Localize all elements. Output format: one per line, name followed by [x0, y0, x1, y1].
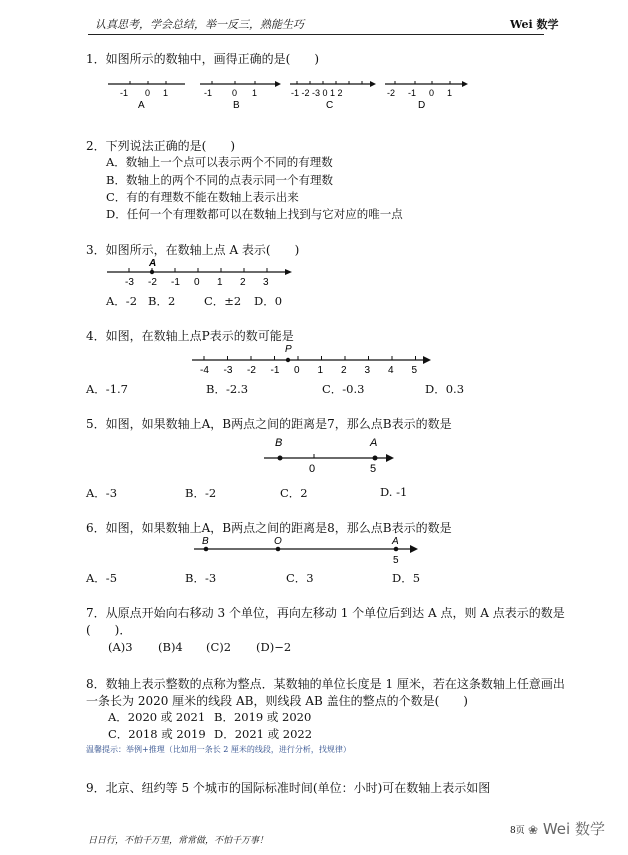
q6-option-d: D．5 [392, 571, 421, 585]
q3-tick-label: 2 [240, 277, 246, 288]
q3-tick-label: -3 [125, 277, 134, 288]
q5-zero-label: 0 [309, 463, 316, 475]
header-brand: Wei 数学 [510, 18, 559, 31]
q8-option-c: C．2018 或 2019 [108, 727, 206, 741]
q7-option-a: (A)3 [108, 640, 133, 654]
q1-b-tick-1: 0 [232, 88, 238, 98]
q1-a-label: A [138, 100, 145, 111]
q8-option-d: D．2021 或 2022 [214, 727, 313, 741]
q5-b-label: B [275, 437, 283, 449]
footer-watermark-text: Wei 数学 [542, 820, 605, 838]
q4-tick-label: 0 [294, 365, 300, 376]
q3-option-d: D．0 [254, 294, 283, 308]
header-motto: 认真思考，学会总结，举一反三，熟能生巧 [95, 18, 304, 31]
q5-option-a: A．-3 [86, 486, 118, 500]
q7-stem-line1: 7．从原点开始向右移动 3 个单位，再向左移动 1 个单位后到达 A 点，则 A 点表示的数是 [86, 606, 565, 620]
q6-option-c: C．3 [286, 571, 314, 585]
q6-point-b [204, 547, 209, 552]
q2-stem: 2．下列说法正确的是( ) [86, 139, 235, 153]
q1-b-tick-0: -1 [204, 88, 213, 98]
footer-watermark [528, 818, 605, 839]
q5-stem: 5．如图，如果数轴上A，B两点之间的距离是7，那么点B表示的数是 [86, 417, 452, 431]
q8-hint: 温馨提示：举例+推理（比如用一条长 2 厘米的线段，进行分析，找规律） [86, 745, 351, 754]
q7-option-c: (C)2 [206, 640, 232, 654]
q4-option-d: D．0.3 [425, 382, 465, 396]
q2-option-b: B．数轴上的两个不同的点表示同一个有理数 [106, 173, 333, 187]
q6-number-line [190, 533, 425, 571]
q4-option-b: B．-2.3 [206, 382, 249, 396]
q6-option-a: A．-5 [86, 571, 118, 585]
q1-axis-d [385, 81, 468, 111]
q6-five-label: 5 [393, 555, 399, 566]
q4-tick-label: 5 [411, 365, 418, 376]
q4-tick-label: 2 [341, 365, 347, 376]
q1-d-tick-3: 1 [447, 88, 453, 98]
q4-tick-label: 4 [388, 365, 394, 376]
q5-number-line [260, 432, 400, 478]
q1-d-tick-1: -1 [408, 88, 417, 98]
q6-o-label: O [274, 536, 282, 547]
q1-a-tick-0: -1 [120, 88, 129, 98]
q1-d-tick-0: -2 [387, 88, 396, 98]
q3-tick-label: -1 [171, 277, 180, 288]
q8-option-a: A．2020 或 2021 [108, 710, 206, 724]
q5-option-c: C．2 [280, 486, 308, 500]
q6-stem: 6．如图，如果数轴上A，B两点之间的距离是8，那么点B表示的数是 [86, 521, 452, 535]
q5-a-label: A [370, 437, 378, 449]
q4-point-p [286, 358, 290, 362]
q3-tick-label: -2 [148, 277, 157, 288]
q9-stem: 9．北京、纽约等 5 个城市的国际标准时间(单位：小时)可在数轴上表示如图 [86, 781, 491, 795]
q7-stem-line2: ( )． [86, 623, 132, 637]
q4-tick-label: 3 [364, 365, 371, 376]
q1-d-label: D [418, 100, 426, 111]
q4-stem: 4．如图，在数轴上点P表示的数可能是 [86, 329, 294, 343]
q8-option-b: B．2019 或 2020 [214, 710, 312, 724]
q1-figure [100, 72, 480, 112]
header-divider [88, 34, 544, 35]
q1-b-label: B [233, 100, 240, 111]
q1-a-tick-1: 0 [145, 88, 151, 98]
footer-page: 8页 [510, 826, 525, 836]
q1-axis-b [200, 81, 281, 111]
q8-stem-line2: 一条长为 2020 厘米的线段 AB，则线段 AB 盖住的整点的个数是( ) [86, 694, 468, 708]
q3-number-line [105, 256, 305, 292]
q3-point-a [150, 270, 154, 274]
q1-axis-a [108, 81, 185, 111]
q5-option-d: D. -1 [380, 485, 408, 499]
q4-tick-label: -3 [223, 365, 233, 376]
q1-c-ticks: -1 -2 -3 0 1 2 [291, 88, 343, 98]
q4-point-label: P [285, 344, 292, 355]
q1-c-label: C [326, 100, 334, 111]
q6-point-a [394, 547, 399, 552]
q5-option-b: B．-2 [185, 486, 217, 500]
q7-option-b: (B)4 [158, 640, 183, 654]
q3-option-a: A．-2 [106, 294, 138, 308]
q6-a-label: A [392, 536, 399, 547]
q4-tick-label: -2 [247, 365, 256, 376]
q1-stem: 1．如图所示的数轴中，画得正确的是( ) [86, 52, 319, 66]
q7-option-d: (D)−2 [256, 640, 292, 654]
q2-option-d: D．任何一个有理数都可以在数轴上找到与它对应的唯一点 [106, 207, 403, 221]
footer-slogan: 日日行，不怕千万里，常常做，不怕千万事！ [88, 836, 269, 846]
q6-option-b: B．-3 [185, 571, 217, 585]
q8-stem-line1: 8．数轴上表示整数的点称为整点．某数轴的单位长度是 1 厘米，若在这条数轴上任意画出 [86, 677, 565, 691]
q4-number-line [190, 340, 435, 376]
q5-point-b [278, 456, 283, 461]
q3-stem: 3．如图所示，在数轴上点 A 表示( ) [86, 243, 300, 257]
q3-tick-label: 3 [263, 277, 269, 288]
q3-option-b: B．2 [148, 294, 176, 308]
q5-five-label: 5 [370, 463, 377, 475]
q1-b-tick-2: 1 [252, 88, 258, 98]
q1-a-tick-2: 1 [163, 88, 169, 98]
wechat-icon: ❀ [528, 823, 539, 837]
q3-tick-label: 1 [217, 277, 223, 288]
q3-point-label: A [149, 258, 157, 269]
q5-point-a [373, 456, 378, 461]
q3-option-c: C．±2 [204, 294, 242, 308]
q4-tick-label: -1 [270, 365, 280, 376]
q4-option-c: C．-0.3 [322, 382, 365, 396]
q4-tick-label: -4 [200, 365, 209, 376]
q6-point-o [276, 547, 281, 552]
q4-tick-label: 1 [317, 365, 324, 376]
q2-option-a: A．数轴上一个点可以表示两个不同的有理数 [106, 155, 333, 169]
q3-tick-label: 0 [194, 277, 200, 288]
q1-axis-c [290, 81, 376, 111]
q2-option-c: C．有的有理数不能在数轴上表示出来 [106, 190, 299, 204]
q4-option-a: A．-1.7 [86, 382, 128, 396]
q1-d-tick-2: 0 [429, 88, 435, 98]
q6-b-label: B [202, 536, 209, 547]
